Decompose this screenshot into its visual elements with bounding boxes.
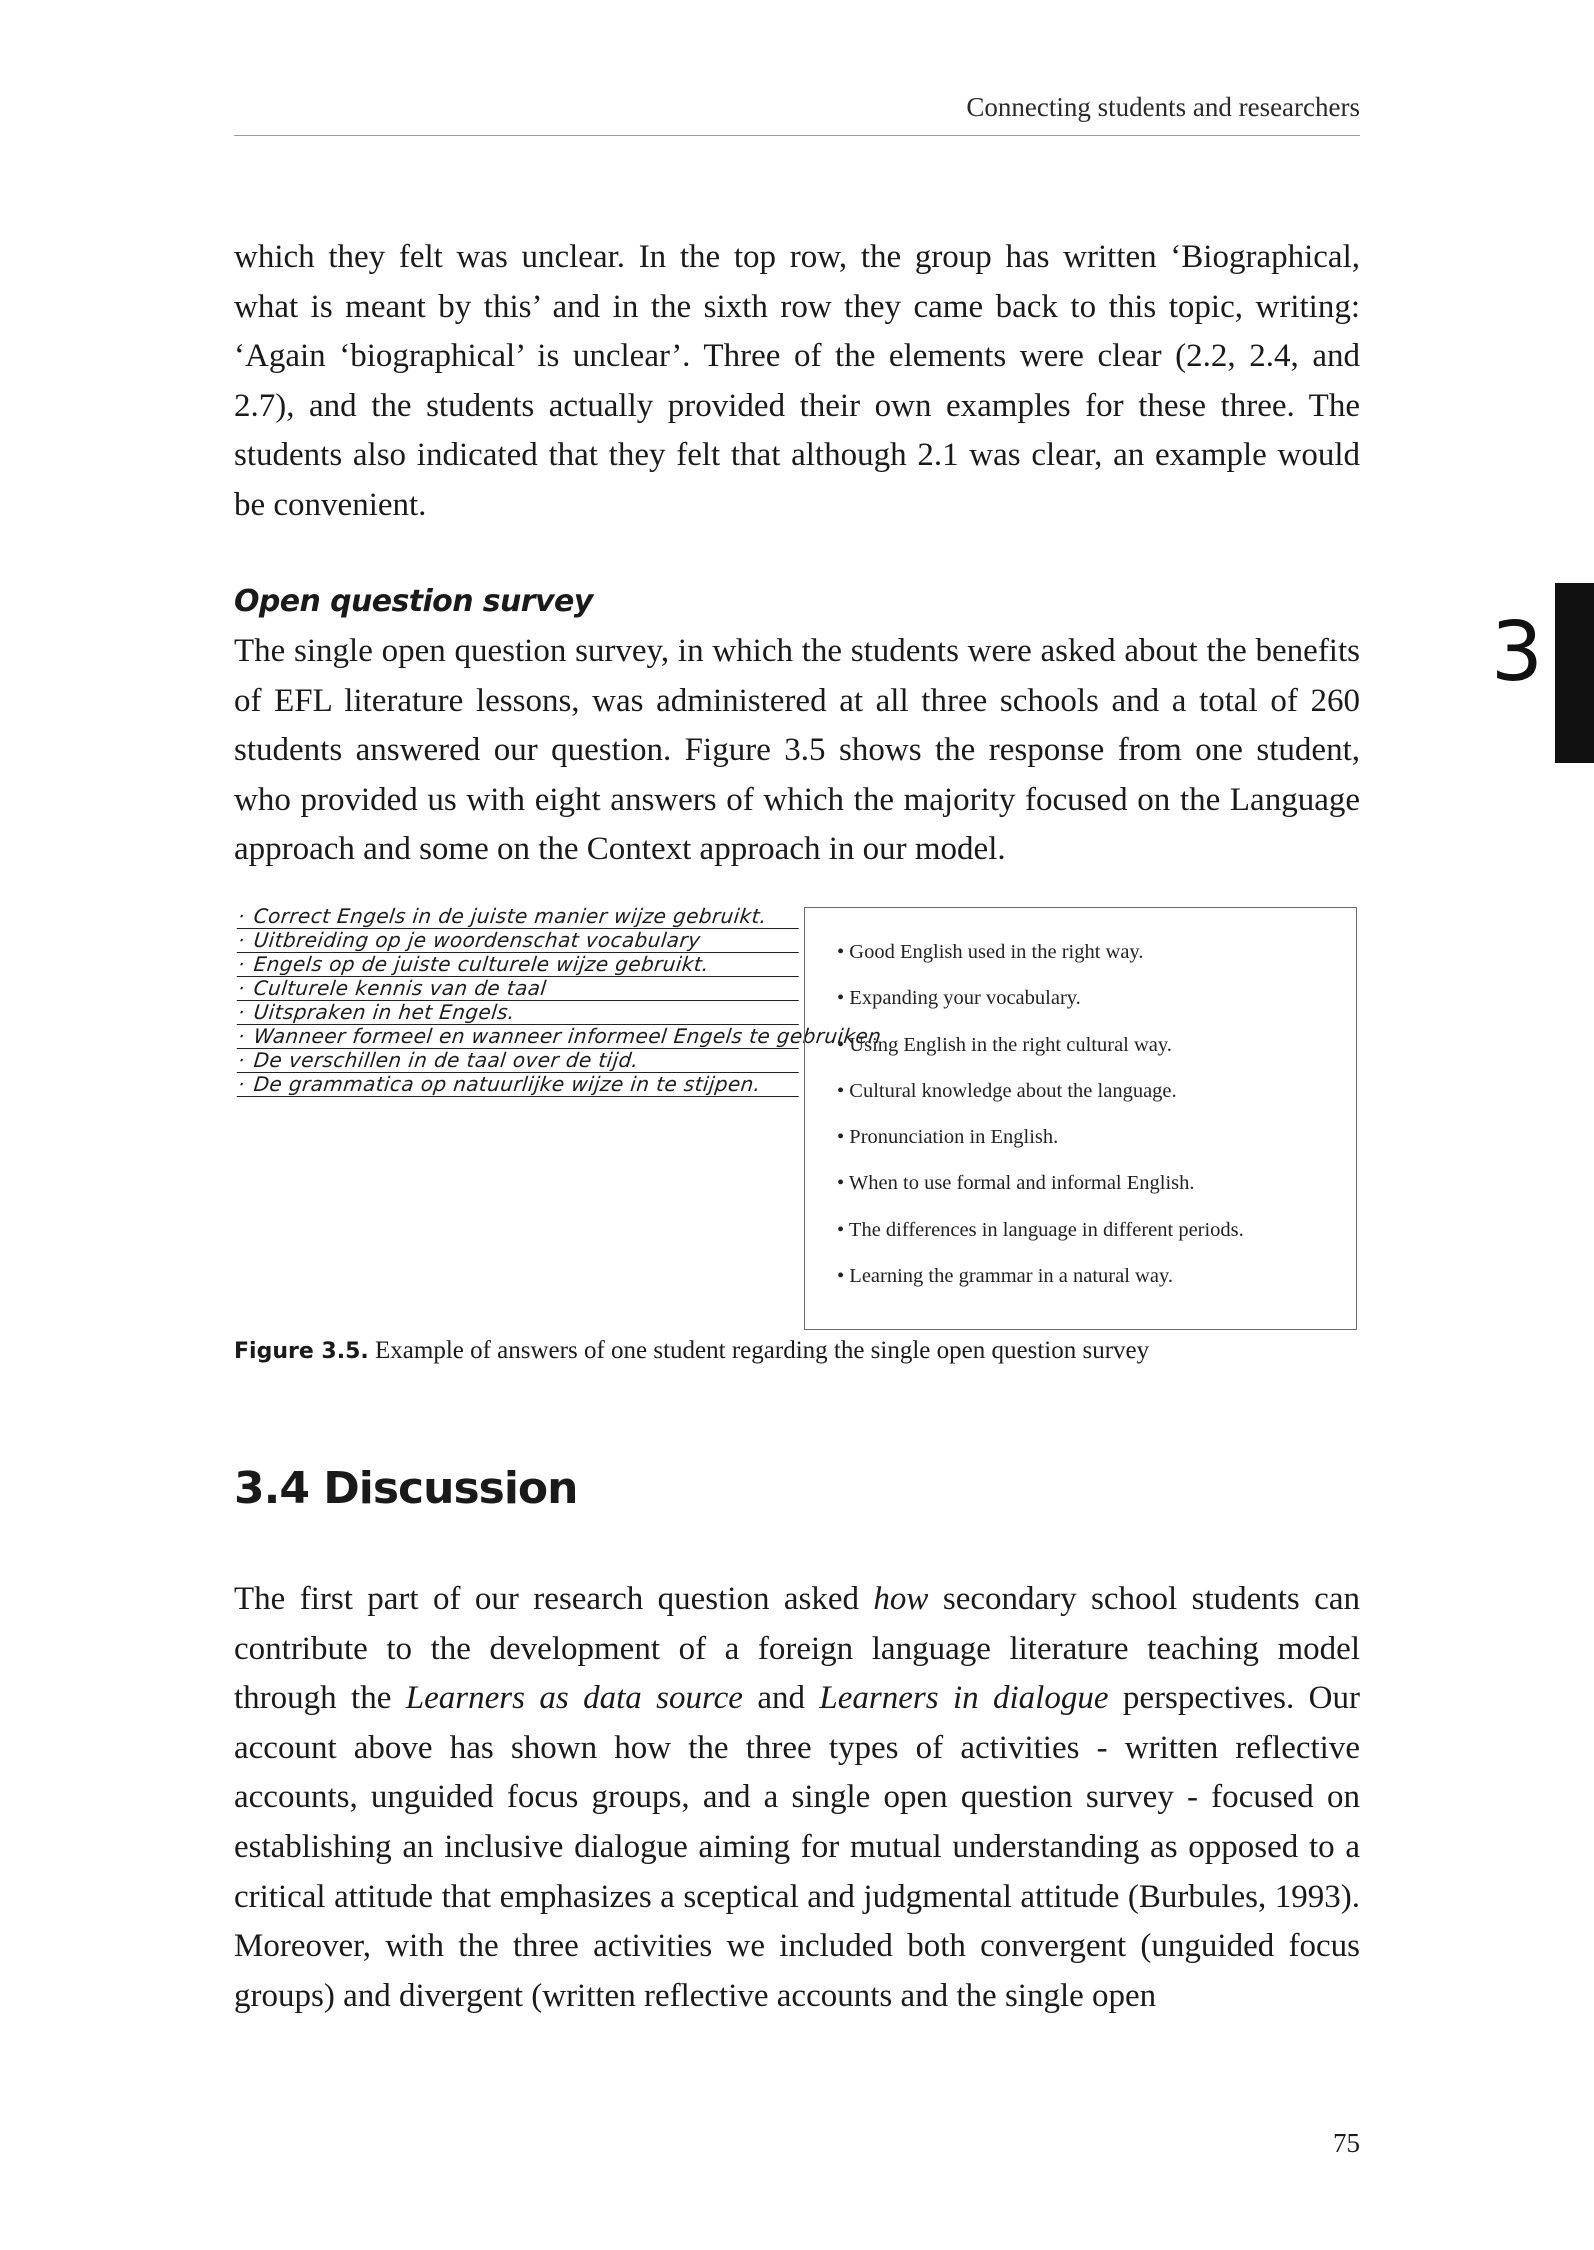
discussion-text: perspectives. Our account above has shown how the three types of activities - written reflective accounts, unguided focus groups, and a single open question survey - focused on establishing an inclusive dialogue aiming for mutual understanding as opposed to a critical attitude that emphasizes a sceptical and judgmental attitude (Burbules, 1993). Moreover, with the three activities we included both convergent (unguided focus groups) and divergent (written reflective accounts and the single open [234,1680,1360,2014]
translation-item: • Expanding your vocabulary. [837,987,1081,1010]
chapter-number: 3 [1490,605,1544,700]
handwritten-line: · Wanneer formeel en wanneer informeel Engels te gebruiken [236,1024,883,1048]
handwritten-text: Engels op de juiste culturele wijze gebruikt. [252,952,711,976]
handwritten-text: Wanneer formeel en wanneer informeel Engels te gebruiken [252,1024,883,1048]
discussion-text: The first part of our research question asked [234,1581,874,1617]
handwritten-text: Correct Engels in de juiste manier wijze gebruikt. [252,904,769,928]
page-number: 75 [1333,2128,1360,2158]
paragraph-survey: The single open question survey, in which the students were asked about the benefits of EFL literature lessons, was administered at all three schools and a total of 260 students answered our question. Figure 3.5 shows the response from one student, who provided us with eight answers of which the majority focused on the Language approach and some on the Context approach in our model. [234,633,1360,868]
handwritten-line: · Correct Engels in de juiste manier wijze gebruikt. [237,905,802,929]
handwritten-line: · Engels op de juiste culturele wijze gebruikt. [237,953,802,977]
figure-caption-text: Example of answers of one student regarding the single open question survey [368,1337,1150,1364]
translation-item: • Good English used in the right way. [837,941,1144,963]
discussion-emphasis: how [873,1581,929,1617]
translation-item: • The differences in language in different periods. [837,1218,1244,1241]
discussion-text: and [742,1680,820,1717]
handwritten-text: Uitspraken in het Engels. [252,1000,517,1024]
handwritten-line: · Uitbreiding op je woordenschat vocabulary [237,929,802,953]
translation-item: • Using English in the right cultural way. [837,1033,1172,1056]
handwritten-line: · De verschillen in de taal over de tijd. [237,1049,802,1073]
handwritten-answers [236,904,883,1175]
translation-item: • Cultural knowledge about the language. [837,1079,1177,1102]
handwritten-line: · Uitspraken in het Engels. [237,1001,802,1025]
translation-item: • When to use formal and informal English. [837,1172,1195,1195]
discussion-emphasis: Learners in dialogue [819,1680,1109,1717]
running-head: Connecting students and researchers [234,92,1360,136]
figure-caption-label: Figure 3.5. [234,1339,369,1364]
handwritten-text: Uitbreiding op je woordenschat vocabulary [252,928,702,952]
handwritten-text: Culturele kennis van de taal [252,976,548,1000]
paragraph-intro: which they felt was unclear. In the top row, the group has written ‘Biographical, what is meant by this’ and in the sixth row they came back to this topic, writing: ‘Again ‘biographical’ is unclear’. Three of the elements were clear (2.2, 2.4, and 2.7), and the students actually provided their own examples for these three. The students also indicated that they felt that although 2.1 was clear, an example would be convenient. [234,239,1360,523]
handwritten-text: De grammatica op natuurlijke wijze in te stijpen. [252,1072,762,1096]
paragraph-discussion [234,1575,1360,2021]
handwritten-line: · Culturele kennis van de taal [237,977,802,1001]
translation-item: • Pronunciation in English. [837,1126,1059,1149]
figure-caption [234,1337,1149,1365]
section-heading-discussion: 3.4 Discussion [234,1463,578,1514]
handwritten-text: De verschillen in de taal over de tijd. [252,1048,640,1072]
discussion-text: secondary school students can contribute to the development of a foreign language literature teaching model through the [234,1581,1360,1717]
discussion-emphasis: Learners as data source [405,1680,743,1717]
chapter-tab [1555,583,1594,763]
translation-item: • Learning the grammar in a natural way. [837,1265,1173,1288]
translation-box [804,907,1357,1330]
handwritten-line: · De grammatica op natuurlijke wijze in te stijpen. [237,1073,802,1097]
subheading-open-question-survey: Open question survey [234,584,593,619]
